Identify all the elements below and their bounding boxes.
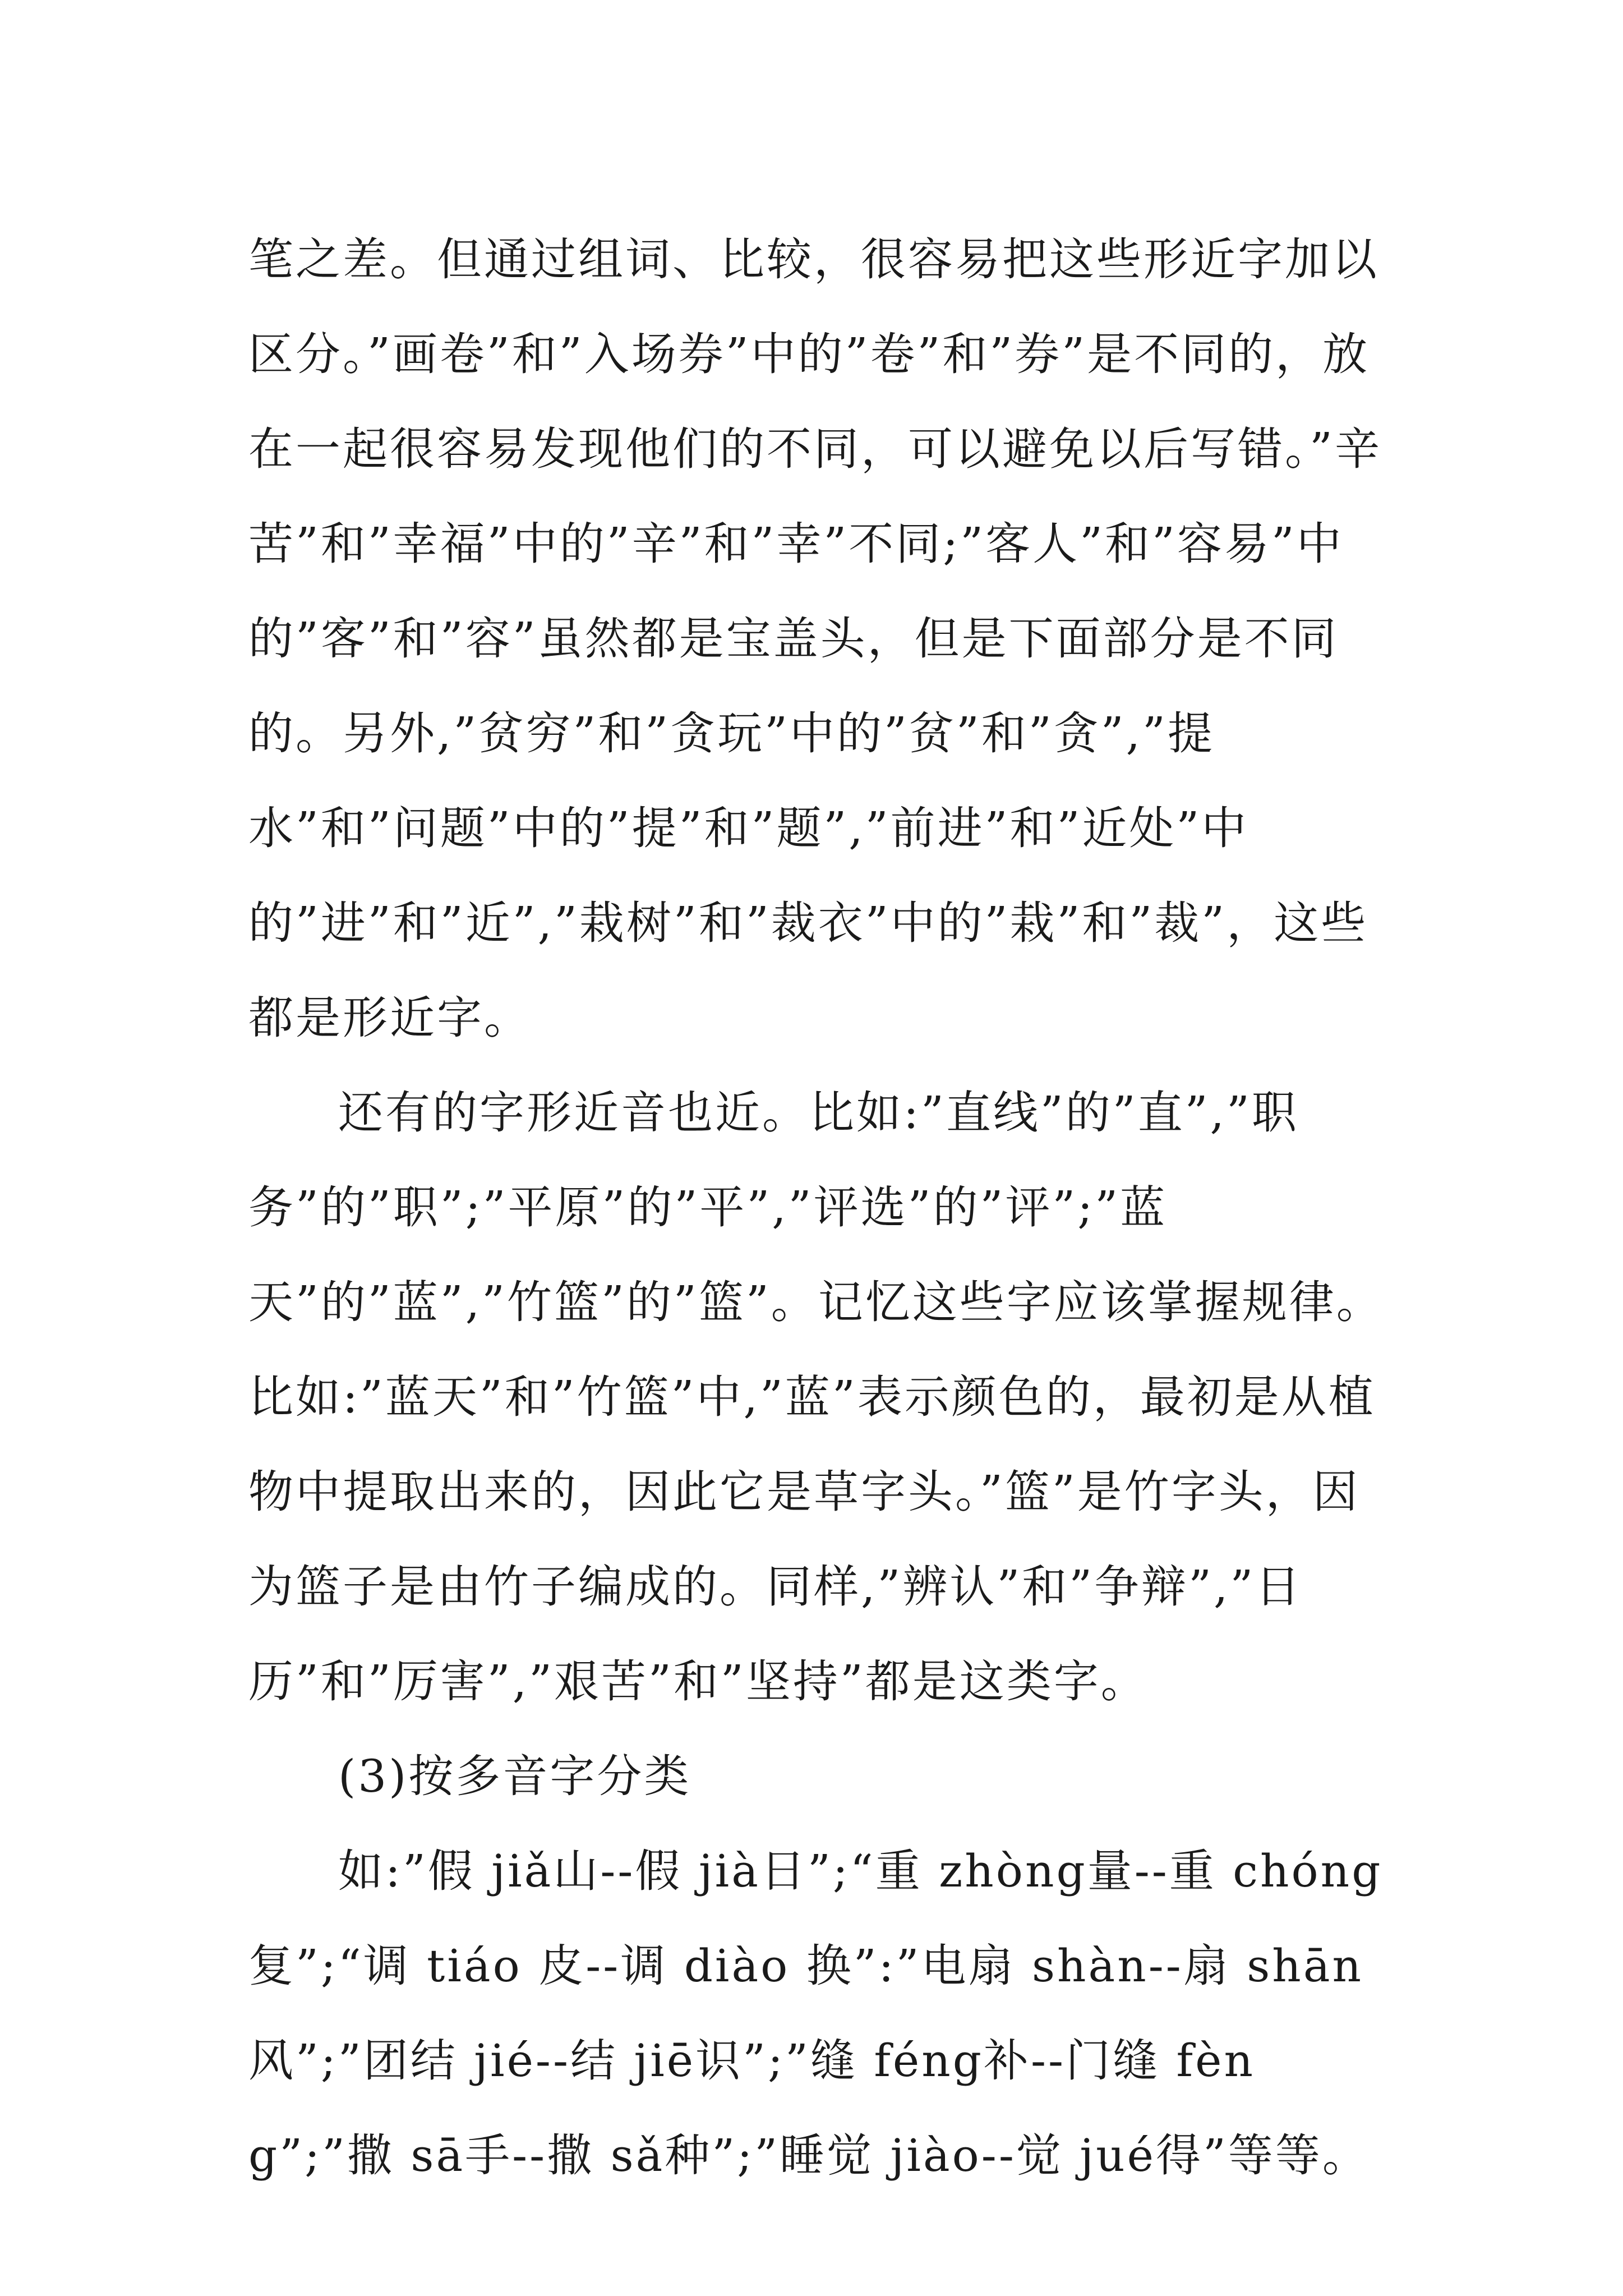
body-text	[248, 212, 1393, 2203]
paragraph-polyphonic-examples: 如:”假 jiǎ山--假 jià日”;“重 zhòng量--重 chóng复”;“调 tiáo 皮--调 diào 换”:”电扇 shàn--扇 shān 风”;”团结 jié--结 jiē识”;”缝 féng补--门缝 fèng”;”撒 sā手--撒 sǎ种”;”睡觉 jiào--觉 jué得”等等。	[248, 1845, 1383, 2182]
paragraph-continued: 笔之差。但通过组词、比较，很容易把这些形近字加以区分。”画卷”和”入场券”中的”卷”和”券”是不同的，放在一起很容易发现他们的不同，可以避免以后写错。”辛苦”和”幸福”中的”辛”和”幸”不同;”客人”和”容易”中的”客”和”容”虽然都是宝盖头，但是下面部分是不同的。另外,”贫穷”和”贪玩”中的”贫”和”贪”,”提水”和”问题”中的”提”和”题”,”前进”和”近处”中的”进”和”近”,”栽树”和”裁衣”中的”栽”和”裁”，这些都是形近字。	[248, 233, 1382, 1044]
section-heading-polyphonic: (3)按多音字分类	[338, 1750, 691, 1802]
paragraph-similar-sound: 还有的字形近音也近。比如:”直线”的”直”,”职务”的”职”;”平原”的”平”,”评选”的”评”;”蓝天”的”蓝”,”竹篮”的”篮”。记忆这些字应该掌握规律。比如:”蓝天”和”竹篮”中,”蓝”表示颜色的，最初是从植物中提取出来的，因此它是草字头。”篮”是竹字头，因为篮子是由竹子编成的。同样,”辨认”和”争辩”,”日历”和”厉害”,”艰苦”和”坚持”都是这类字。	[248, 1087, 1384, 1708]
